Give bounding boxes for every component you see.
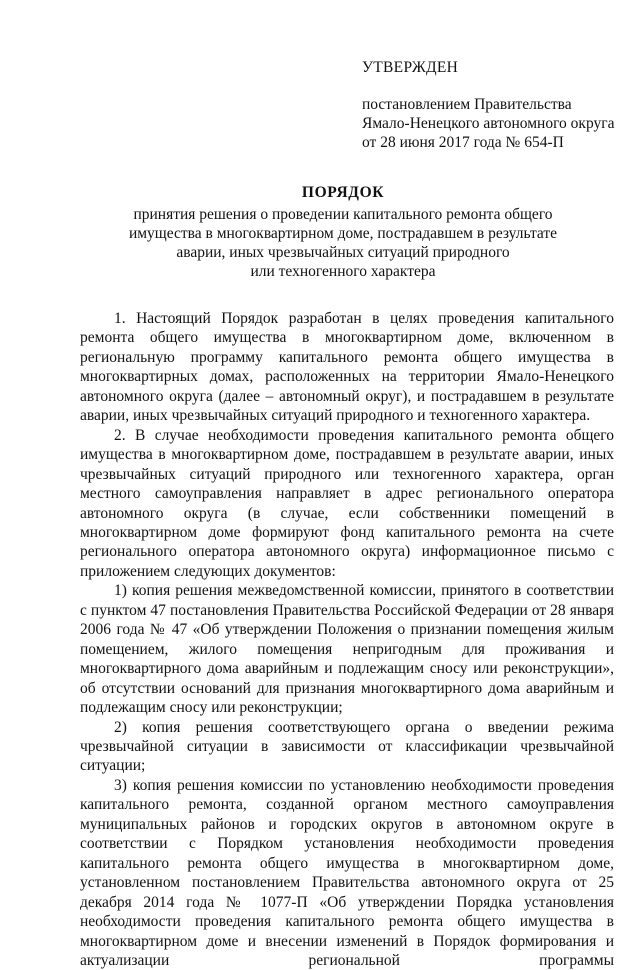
document-title: ПОРЯДОК bbox=[301, 184, 385, 201]
title-block bbox=[100, 183, 586, 281]
approval-stamp bbox=[362, 58, 632, 152]
subtitle-line: принятия решения о проведении капитального ремонта общего bbox=[133, 206, 553, 223]
document-body bbox=[80, 309, 614, 970]
approval-line-decree: постановлением Правительства bbox=[362, 96, 572, 113]
approval-line-region: Ямало-Ненецкого автономного округа bbox=[362, 115, 615, 132]
paragraph-2: 2. В случае необходимости проведения капитального ремонта общего имущества в многоквартирном доме, пострадавшем в результате аварии, иных чрезвычайных ситуаций природного или техногенного характера, орган местного самоуправления направляет в адрес регионального оператора автономного округа (в случае, если собственники помещений в многоквартирном доме формируют фонд капитального ремонта на счете регионального оператора автономного округа) информационное письмо с приложением следующих документов: bbox=[80, 426, 614, 580]
list-item-2: 2) копия решения соответствующего органа о введении режима чрезвычайной ситуации в зависимости от классификации чрезвычайной ситуации; bbox=[80, 718, 614, 775]
paragraph-1: 1. Настоящий Порядок разработан в целях проведения капитального ремонта общего имущества в многоквартирном доме, включенном в региональную программу капитального ремонта общего имущества в многоквартирных домах, расположенных на территории Ямало-Ненецкого автономного округа (далее – автономный округ), и пострадавшем в результате аварии, иных чрезвычайных ситуаций природного и техногенного характера. bbox=[80, 310, 614, 425]
document-subtitle bbox=[100, 205, 586, 281]
list-item-1: 1) копия решения межведомственной комиссии, принятого в соответствии с пунктом 47 постановления Правительства Российской Федерации от 28 января 2006 года № 47 «Об утверждении Положения о признании помещения жилым помещением, жилого помещения непригодным для проживания и многоквартирного дома аварийным и подлежащим сносу или реконструкции», об отсутствии оснований для признания многоквартирного дома аварийным и подлежащим сносу или реконструкции; bbox=[80, 582, 614, 717]
subtitle-line: имущества в многоквартирном доме, пострадавшем в результате bbox=[128, 225, 558, 242]
approval-heading: УТВЕРЖДЕН bbox=[362, 59, 459, 76]
subtitle-line: или техногенного характера bbox=[250, 263, 436, 280]
list-item-3: 3) копия решения комиссии по установлению необходимости проведения капитального ремонта, созданной органом местного самоуправления муниципальных районов и городских округов в автономном округе в соответствии с Порядком установления необходимости проведения капитального ремонта общего имущества в многоквартирном доме, установленном постановлением Правительства автономного округа от 25 декабря 2014 года № 1077-П «Об утверждении Порядка установления необходимости проведения капитального ремонта общего имущества в многоквартирном доме и внесении изменений в Порядок формирования и актуализации региональной программы bbox=[80, 776, 614, 969]
subtitle-line: аварии, иных чрезвычайных ситуаций природного bbox=[176, 244, 510, 261]
approval-line-date: от 28 июня 2017 года № 654-П bbox=[362, 134, 564, 151]
